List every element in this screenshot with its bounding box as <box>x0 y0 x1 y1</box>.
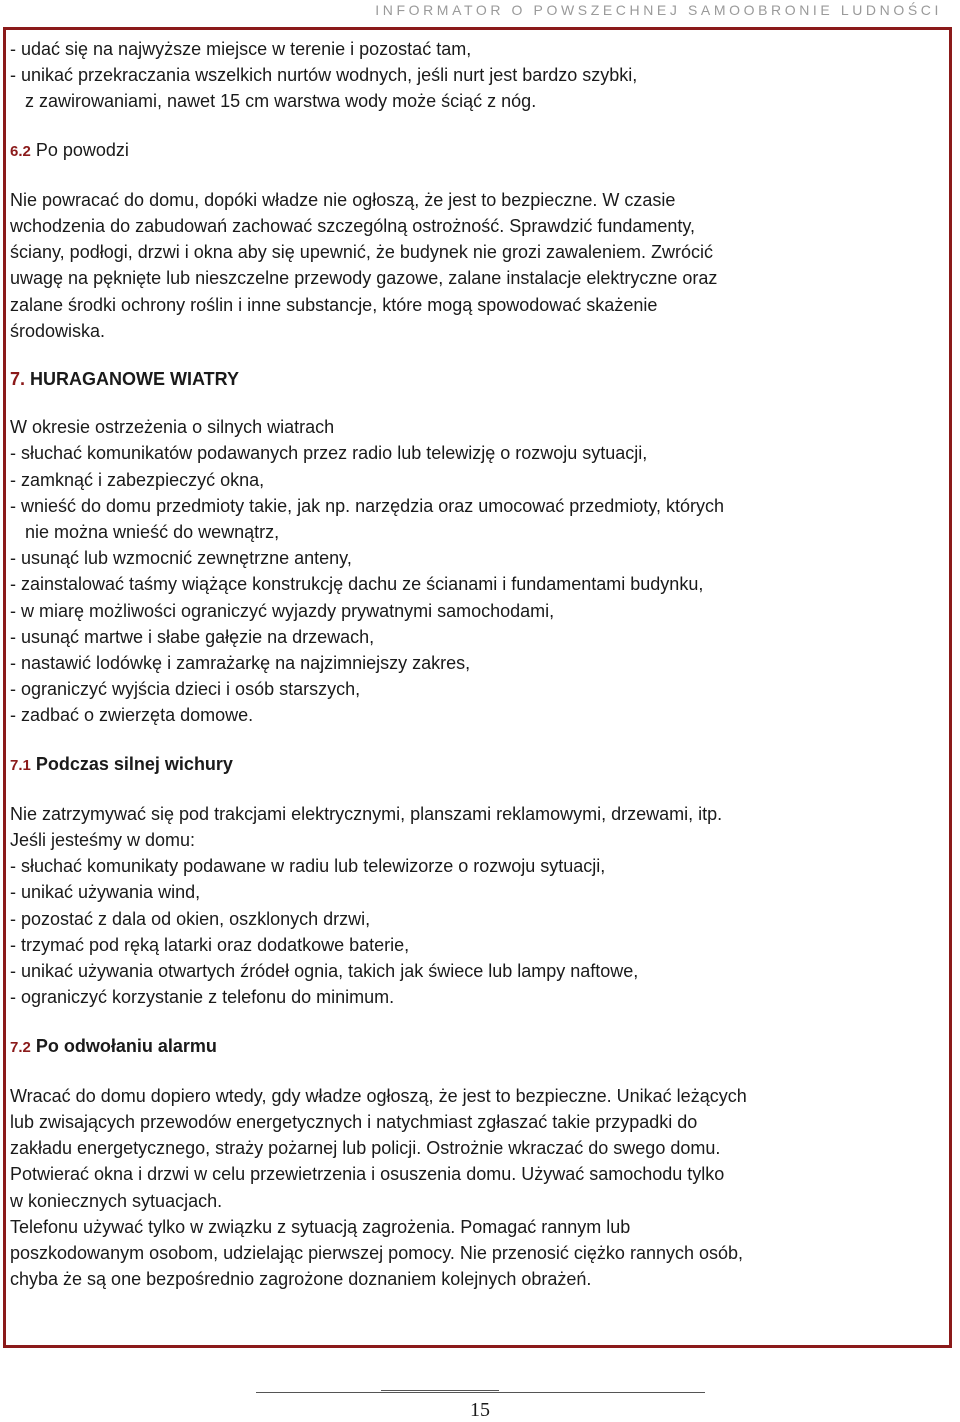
document-body <box>10 36 940 1292</box>
section-number: 7.1 <box>10 756 31 774</box>
text-line: Wracać do domu dopiero wtedy, gdy władze ogłoszą, że jest to bezpieczne. Unikać leżących <box>10 1085 747 1106</box>
text-line: ściany, podłogi, drzwi i okna aby się upewnić, że budynek nie grozi zawaleniem. Zwrócić <box>10 242 714 263</box>
section-heading-7-1 <box>10 751 940 779</box>
list-item: - nastawić lodówkę i zamrażarkę na najzimniejszy zakres, <box>10 653 471 674</box>
text-line: Potwierać okna i drzwi w celu przewietrzenia i osuszenia domu. Używać samochodu tylko <box>10 1164 725 1185</box>
text-line: Nie zatrzymywać się pod trakcjami elektrycznymi, planszami reklamowymi, drzewami, itp. <box>10 803 723 824</box>
section-heading-7 <box>10 366 940 392</box>
section-7-1-body <box>10 801 940 1011</box>
footer-rule <box>381 1390 499 1391</box>
text-line: środowiska. <box>10 320 106 341</box>
list-item: - usunąć martwe i słabe gałęzie na drzewach, <box>10 626 375 647</box>
list-item: - zainstalować taśmy wiążące konstrukcję dachu ze ścianami i fundamentami budynku, <box>10 574 704 595</box>
footer-rule <box>256 1392 705 1393</box>
text-line: uwagę na pęknięte lub nieszczelne przewody gazowe, zalane instalacje elektryczne oraz <box>10 268 718 289</box>
text-line: Nie powracać do domu, dopóki władze nie ogłoszą, że jest to bezpieczne. W czasie <box>10 189 676 210</box>
running-header: INFORMATOR O POWSZECHNEJ SAMOOBRONIE LUDNOŚCI <box>375 2 942 18</box>
list-item: nie można wnieść do wewnątrz, <box>25 522 280 543</box>
list-item: - zamknąć i zabezpieczyć okna, <box>10 469 265 490</box>
list-item: z zawirowaniami, nawet 15 cm warstwa wody może ściąć z nóg. <box>25 91 537 112</box>
text-line: poszkodowanym osobom, udzielając pierwszej pomocy. Nie przenosić ciężko rannych osób, <box>10 1242 744 1263</box>
section-title: Podczas silnej wichury <box>35 753 233 774</box>
text-line: lub zwisających przewodów energetycznych i natychmiast zgłaszać takie przypadki do <box>10 1111 698 1132</box>
list-item: - słuchać komunikatów podawanych przez radio lub telewizję o rozwoju sytuacji, <box>10 443 648 464</box>
text-line: w koniecznych sytuacjach. <box>10 1190 223 1211</box>
section-title: Po powodzi <box>35 139 129 160</box>
section-number: 7. <box>10 369 26 390</box>
text-line: zakładu energetycznego, straży pożarnej lub policji. Ostrożnie wkraczać do swego domu. <box>10 1138 721 1159</box>
list-item: - unikać używania otwartych źródeł ognia, takich jak świece lub lampy naftowe, <box>10 961 639 982</box>
text-line: Jeśli jesteśmy w domu: <box>10 830 196 851</box>
list-item: - wnieść do domu przedmioty takie, jak np. narzędzia oraz umocować przedmioty, których <box>10 495 724 516</box>
list-item: - unikać przekraczania wszelkich nurtów wodnych, jeśli nurt jest bardzo szybki, <box>10 65 638 86</box>
section-heading-6-2 <box>10 137 940 165</box>
list-item: - unikać używania wind, <box>10 882 201 903</box>
list-item: - w miarę możliwości ograniczyć wyjazdy prywatnymi samochodami, <box>10 600 555 621</box>
list-item: - ograniczyć korzystanie z telefonu do minimum. <box>10 987 395 1008</box>
text-line: zalane środki ochrony roślin i inne substancje, które mogą spowodować skażenie <box>10 294 658 315</box>
section-number: 6.2 <box>10 142 31 160</box>
text-line: Telefonu używać tylko w związku z sytuacją zagrożenia. Pomagać rannym lub <box>10 1216 631 1237</box>
section-title: HURAGANOWE WIATRY <box>30 369 240 390</box>
text-line: chyba że są one bezpośrednio zagrożone doznaniem kolejnych obrażeń. <box>10 1269 592 1290</box>
section-heading-7-2 <box>10 1033 940 1061</box>
list-item: - zadbać o zwierzęta domowe. <box>10 705 254 726</box>
page-number: 15 <box>470 1399 490 1421</box>
list-item: - trzymać pod ręką latarki oraz dodatkowe baterie, <box>10 934 410 955</box>
section-6-2-body <box>10 187 940 344</box>
section-number: 7.2 <box>10 1038 31 1056</box>
list-item: - udać się na najwyższe miejsce w terenie i pozostać tam, <box>10 39 472 59</box>
list-item: - słuchać komunikaty podawane w radiu lub telewizorze o rozwoju sytuacji, <box>10 856 606 877</box>
list-item: - pozostać z dala od okien, oszklonych drzwi, <box>10 908 371 929</box>
text-line: W okresie ostrzeżenia o silnych wiatrach <box>10 417 335 438</box>
section-7-body <box>10 414 940 728</box>
list-item: - usunąć lub wzmocnić zewnętrzne anteny, <box>10 548 352 569</box>
section-title: Po odwołaniu alarmu <box>35 1035 217 1056</box>
section-7-2-body <box>10 1083 940 1293</box>
intro-list <box>10 36 940 115</box>
text-line: wchodzenia do zabudowań zachować szczególną ostrożność. Sprawdzić fundamenty, <box>10 216 696 237</box>
list-item: - ograniczyć wyjścia dzieci i osób starszych, <box>10 679 361 700</box>
